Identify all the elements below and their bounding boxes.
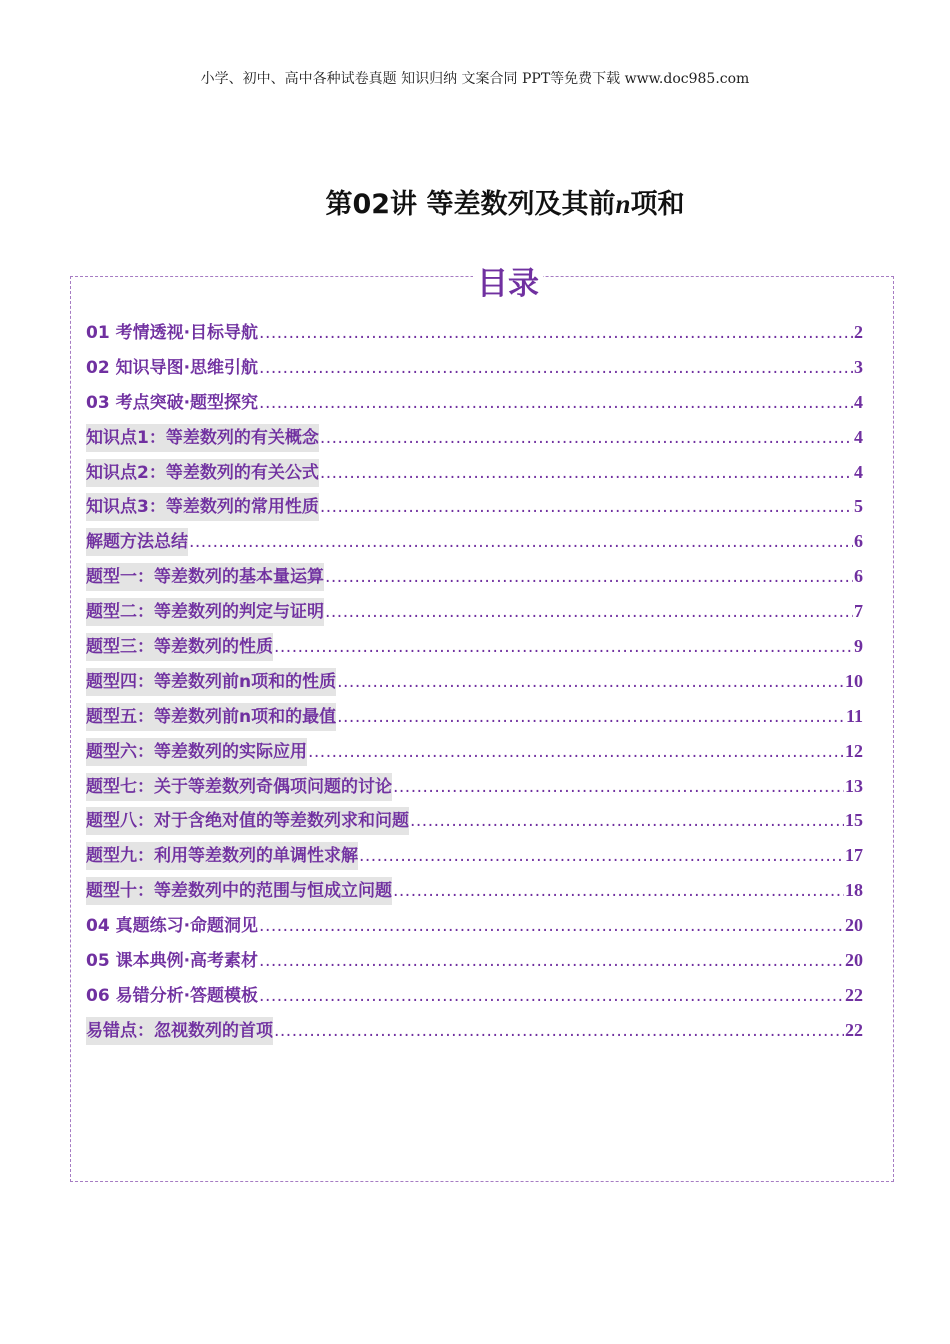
page-header-banner: 小学、初中、高中各种试卷真题 知识归纳 文案合同 PPT等免费下载 www.doc985.com	[200, 71, 750, 87]
toc-entry-page[interactable]: 6	[854, 531, 863, 552]
toc-entry[interactable]	[86, 562, 863, 597]
toc-leader-dots	[259, 319, 853, 347]
toc-entry-label[interactable]: 题型二：等差数列的判定与证明	[86, 598, 324, 626]
toc-leader-dots	[410, 807, 844, 835]
toc-entry[interactable]	[86, 318, 863, 353]
toc-entry[interactable]	[86, 911, 863, 946]
toc-entry[interactable]	[86, 737, 863, 772]
toc-entry-label[interactable]: 03 考点突破·题型探究	[86, 392, 259, 413]
toc-entry-page[interactable]: 3	[854, 356, 863, 377]
toc-leader-dots	[325, 598, 853, 626]
title-prefix: 第02讲 等差数列及其前	[325, 189, 616, 220]
toc-entry[interactable]	[86, 423, 863, 458]
toc-list	[86, 318, 863, 1051]
toc-entry-page[interactable]: 18	[845, 880, 863, 901]
toc-entry-page[interactable]: 12	[845, 740, 863, 761]
toc-entry[interactable]	[86, 667, 863, 702]
toc-entry-label[interactable]: 题型三：等差数列的性质	[86, 633, 273, 661]
toc-leader-dots	[274, 633, 853, 661]
toc-entry[interactable]	[86, 353, 863, 388]
toc-entry-label[interactable]: 题型五：等差数列前n项和的最值	[86, 703, 336, 731]
toc-entry-page[interactable]: 22	[845, 984, 863, 1005]
toc-leader-dots	[259, 912, 844, 940]
toc-entry-label[interactable]: 06 易错分析·答题模板	[86, 985, 259, 1006]
toc-entry[interactable]	[86, 458, 863, 493]
toc-leader-dots	[393, 877, 844, 905]
toc-entry-page[interactable]: 15	[845, 810, 863, 831]
toc-entry-page[interactable]: 6	[854, 566, 863, 587]
toc-entry-page[interactable]: 22	[845, 1019, 863, 1040]
toc-entry-label[interactable]: 题型四：等差数列前n项和的性质	[86, 668, 336, 696]
toc-entry[interactable]	[86, 388, 863, 423]
toc-leader-dots	[393, 773, 844, 801]
toc-entry-label[interactable]: 易错点：忽视数列的首项	[86, 1017, 273, 1045]
toc-leader-dots	[259, 389, 853, 417]
toc-entry-page[interactable]: 20	[845, 950, 863, 971]
toc-entry-page[interactable]: 7	[854, 601, 863, 622]
toc-entry-label[interactable]: 题型九：利用等差数列的单调性求解	[86, 842, 358, 870]
toc-entry-label[interactable]: 05 课本典例·高考素材	[86, 951, 259, 972]
toc-entry[interactable]	[86, 1016, 863, 1051]
toc-leader-dots	[337, 668, 844, 696]
title-variable: n	[615, 189, 631, 219]
document-title	[0, 182, 950, 221]
toc-entry-page[interactable]: 4	[854, 426, 863, 447]
toc-entry-page[interactable]: 13	[845, 775, 863, 796]
toc-entry-label[interactable]: 解题方法总结	[86, 528, 188, 556]
toc-entry[interactable]	[86, 527, 863, 562]
toc-leader-dots	[274, 1017, 844, 1045]
toc-leader-dots	[189, 528, 853, 556]
toc-leader-dots	[320, 493, 853, 521]
toc-entry[interactable]	[86, 492, 863, 527]
toc-entry-page[interactable]: 5	[854, 496, 863, 517]
toc-heading: 目录	[0, 258, 950, 303]
toc-entry-page[interactable]: 4	[854, 391, 863, 412]
toc-leader-dots	[325, 563, 853, 591]
toc-entry-label[interactable]: 题型七：关于等差数列奇偶项问题的讨论	[86, 773, 392, 801]
toc-entry-label[interactable]: 知识点2：等差数列的有关公式	[86, 459, 319, 487]
toc-entry-label[interactable]: 题型一：等差数列的基本量运算	[86, 563, 324, 591]
toc-entry-label[interactable]: 02 知识导图·思维引航	[86, 357, 259, 378]
toc-entry[interactable]	[86, 841, 863, 876]
toc-entry[interactable]	[86, 632, 863, 667]
toc-entry-label[interactable]: 知识点3：等差数列的常用性质	[86, 493, 319, 521]
toc-leader-dots	[259, 354, 853, 382]
toc-entry-page[interactable]: 10	[845, 670, 863, 691]
toc-leader-dots	[337, 703, 845, 731]
title-suffix: 项和	[630, 189, 685, 220]
toc-entry[interactable]	[86, 981, 863, 1016]
toc-entry-label[interactable]: 01 考情透视·目标导航	[86, 323, 259, 343]
toc-entry-label[interactable]: 04 真题练习·命题洞见	[86, 916, 259, 937]
toc-leader-dots	[259, 947, 844, 975]
toc-entry[interactable]	[86, 597, 863, 632]
toc-leader-dots	[320, 459, 853, 487]
toc-entry[interactable]	[86, 876, 863, 911]
toc-entry[interactable]	[86, 946, 863, 981]
toc-entry-label[interactable]: 题型十：等差数列中的范围与恒成立问题	[86, 877, 392, 905]
toc-entry-page[interactable]: 20	[845, 915, 863, 936]
toc-leader-dots	[308, 738, 844, 766]
toc-entry-page[interactable]: 4	[854, 461, 863, 482]
toc-entry-label[interactable]: 题型六：等差数列的实际应用	[86, 738, 307, 766]
toc-entry-page[interactable]: 11	[845, 705, 863, 726]
toc-leader-dots	[359, 842, 844, 870]
toc-leader-dots	[320, 424, 853, 452]
toc-leader-dots	[259, 982, 844, 1010]
toc-entry-page[interactable]: 2	[854, 322, 863, 342]
toc-entry[interactable]	[86, 806, 863, 841]
toc-entry-label[interactable]: 题型八：对于含绝对值的等差数列求和问题	[86, 807, 409, 835]
toc-entry-label[interactable]: 知识点1：等差数列的有关概念	[86, 424, 319, 452]
toc-entry-page[interactable]: 9	[854, 636, 863, 657]
toc-entry-page[interactable]: 17	[845, 845, 863, 866]
toc-entry[interactable]	[86, 702, 863, 737]
toc-entry[interactable]	[86, 772, 863, 807]
